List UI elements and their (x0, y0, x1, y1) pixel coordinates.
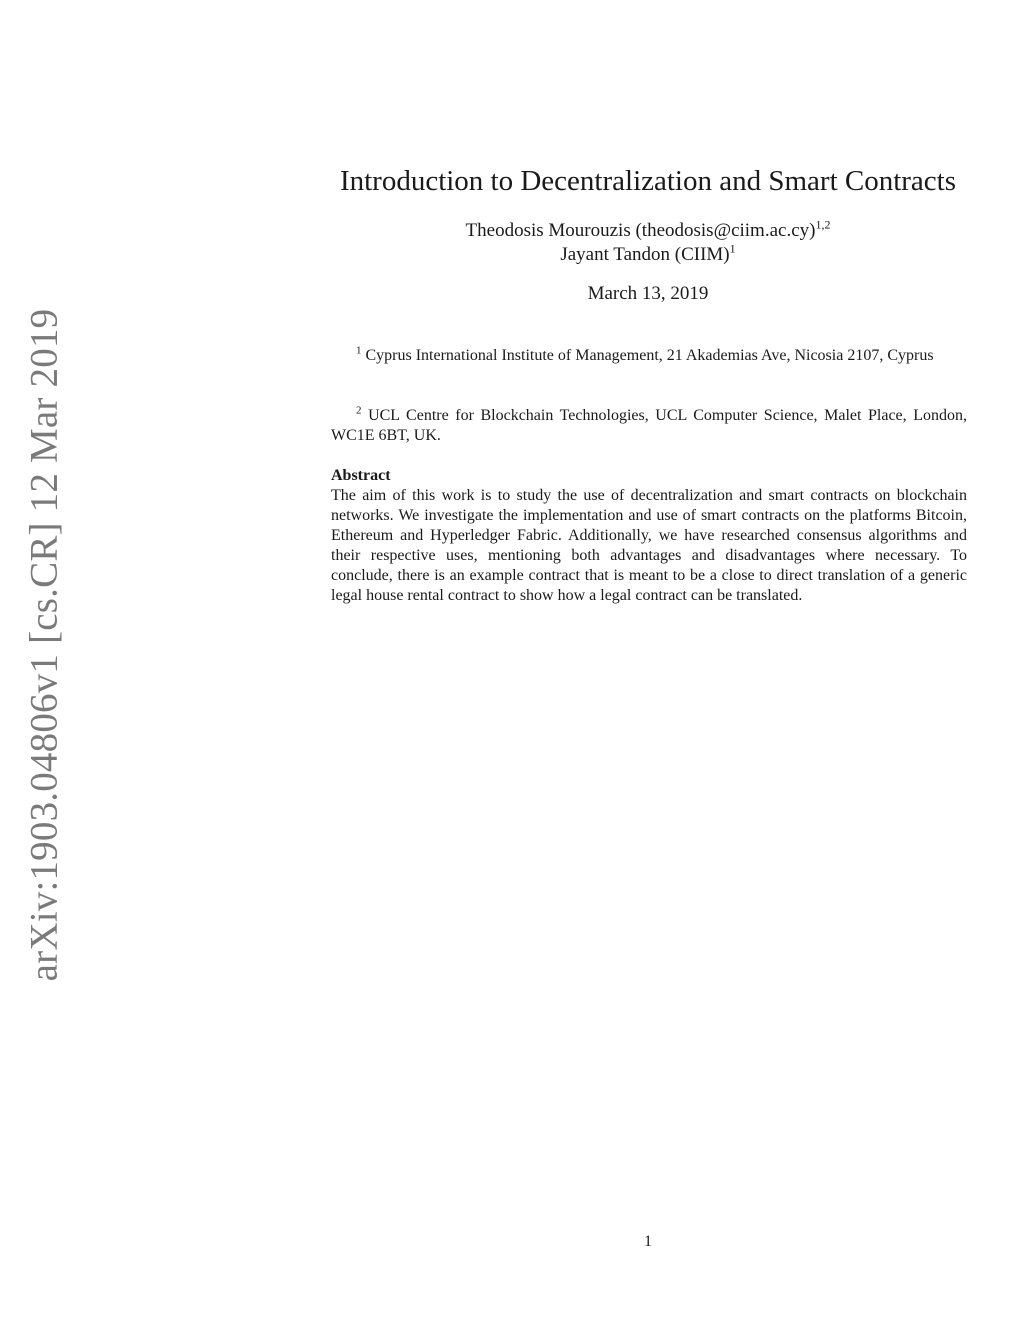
affiliation-text: Cyprus International Institute of Management, 21 Akademias Ave, Nicosia 2107, Cyprus (365, 347, 934, 364)
author-name: Jayant Tandon (CIIM) (560, 244, 730, 265)
abstract-heading: Abstract (331, 467, 391, 484)
author-list (331, 219, 965, 267)
affiliation-mark: 1 (356, 344, 362, 357)
abstract-section (331, 466, 967, 606)
author-line (331, 243, 965, 267)
author-line (331, 219, 965, 243)
author-affiliation-marks: 1,2 (815, 217, 831, 232)
page-number: 1 (644, 1233, 652, 1250)
affiliation-text: UCL Centre for Blockchain Technologies, UCL Computer Science, Malet Place, London, WC1E 6BT, UK. (331, 407, 968, 444)
arxiv-identifier-stamp: arXiv:1903.04806v1 [cs.CR] 12 Mar 2019 (22, 308, 66, 982)
affiliation-1 (331, 346, 967, 366)
affiliation-mark: 2 (356, 404, 362, 417)
author-affiliation-marks: 1 (729, 241, 736, 256)
author-name: Theodosis Mourouzis (theodosis@ciim.ac.cy) (465, 220, 816, 241)
affiliation-2 (331, 406, 967, 446)
paper-title: Introduction to Decentralization and Smart Contracts (339, 165, 957, 197)
paper-date: March 13, 2019 (587, 283, 709, 304)
abstract-body: The aim of this work is to study the use of decentralization and smart contracts on blockchain networks. We investigate the implementation and use of smart contracts on the platforms Bitcoin, Ethereum and Hyperledger Fabric. Additionally, we have researched consensus algorithms and their respective uses, mentioning both advantages and disadvantages where necessary. To conclude, there is an example contract that is meant to be a close to direct translation of a generic legal house rental contract to show how a legal contract can be translated. (331, 487, 967, 604)
